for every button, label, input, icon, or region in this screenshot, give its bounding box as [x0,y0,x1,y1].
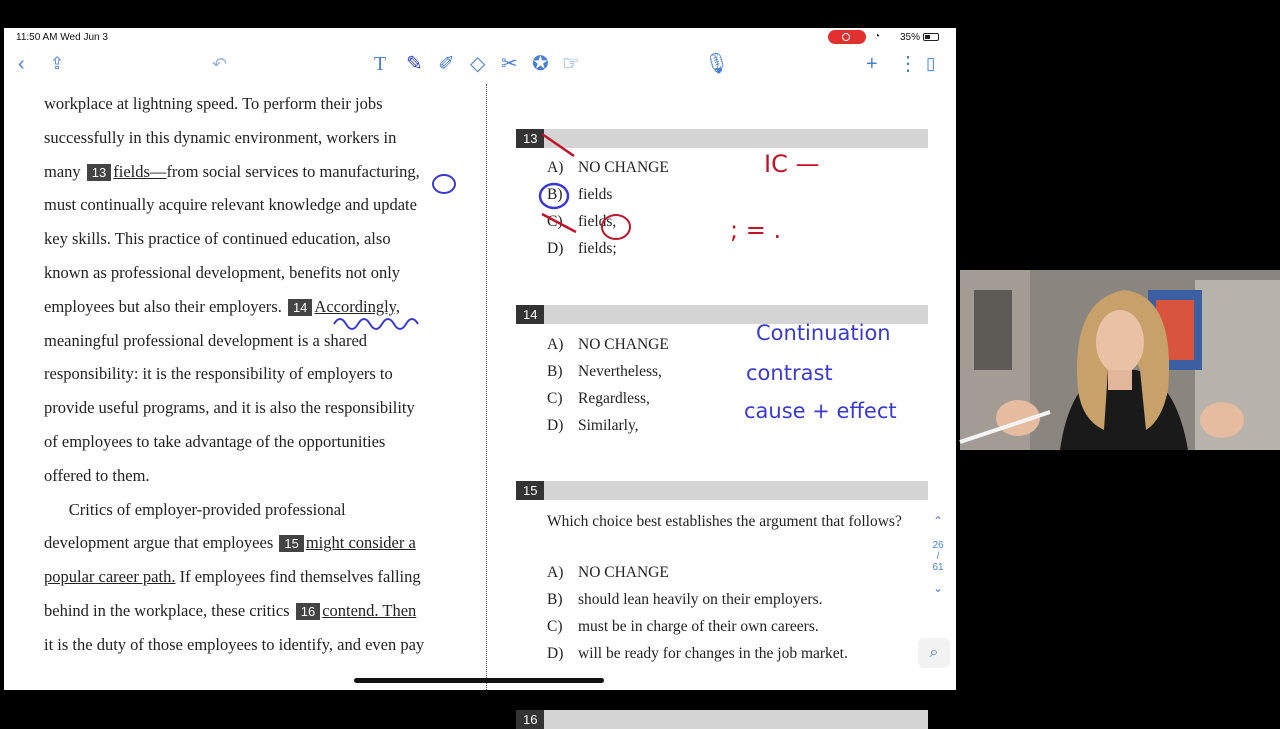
option-letter: A) [547,336,564,353]
question-number: 16 [516,710,544,729]
magnifier-icon: ⌕ [929,644,939,661]
option-text: Regardless, [578,390,650,407]
chevron-left-icon[interactable]: ‹ [18,53,25,75]
passage-line [44,601,416,621]
home-indicator[interactable] [354,678,604,683]
option-letter: D) [547,240,564,257]
option-letter: C) [547,213,563,230]
webcam-overlay [960,270,1280,450]
answer-option[interactable] [547,645,848,663]
page-indicator[interactable] [926,514,950,595]
passage-text: key skills. This practice of continued education, also [44,229,391,249]
handwriting-semicolon: ; = . [730,216,782,244]
chevron-up-icon[interactable]: ⌃ [932,514,944,528]
screen-recording-icon[interactable] [828,30,866,44]
answer-option[interactable] [547,240,617,258]
passage-line [44,635,424,655]
plus-icon[interactable]: + [866,53,878,75]
passage-line [44,466,150,486]
passage-column[interactable] [4,84,486,690]
eraser-icon[interactable]: ◇ [470,53,486,75]
handwriting-cause-effect: cause + effect [744,399,897,423]
passage-text: workplace at lightning speed. To perform their jobs [44,94,383,113]
passage-line [44,533,416,553]
more-icon[interactable]: ⋮ [898,53,918,75]
passage-text: meaningful professional development is a shared [44,330,368,350]
option-letter: D) [547,645,564,662]
answer-option[interactable] [547,186,612,204]
status-bar [4,28,956,46]
question-15-header [516,481,928,500]
passage-text: responsibility: it is the responsibility of employers to [44,364,393,384]
answer-option[interactable] [547,213,616,231]
question-marker: 16 [296,603,320,620]
passage-line [44,500,346,520]
pages-icon[interactable]: ▯ [926,54,936,73]
passage-text: it is the duty of those employees to identify, and even pay [44,634,425,654]
passage-text: known as professional development, benefits not only [44,263,401,282]
option-letter: A) [547,159,564,176]
option-text: NO CHANGE [578,336,669,353]
option-letter: C) [547,390,563,407]
option-text: will be ready for changes in the job market. [578,645,848,662]
zoom-button[interactable] [918,638,950,668]
question-15-prompt: Which choice best establishes the argument that follows? [547,513,902,530]
passage-line [44,195,417,215]
passage-line [44,94,383,114]
passage-line [44,162,420,182]
option-letter: C) [547,618,563,635]
underlined-phrase: might consider a [305,533,416,553]
microphone-icon[interactable]: 🎙 [704,53,730,75]
answer-option[interactable] [547,390,650,408]
answer-option[interactable] [547,417,639,435]
underlined-phrase: contend. Then [322,601,417,620]
passage-text: provide useful programs, and it is also the responsibility [44,398,415,418]
answer-option[interactable] [547,564,669,582]
question-13-header [516,129,928,148]
passage-line [44,263,400,283]
wifi-icon: ◔ [874,31,881,42]
pen-tool-icon[interactable]: ✎ [406,53,423,75]
answer-option[interactable] [547,336,669,354]
underlined-phrase: fields— [113,161,167,181]
page-separator: / [936,551,940,562]
question-number: 15 [516,481,544,500]
answer-option[interactable] [547,618,819,636]
undo-icon[interactable]: ↶ [212,54,228,74]
question-marker: 14 [288,299,312,316]
option-text: Nevertheless, [578,363,662,380]
passage-text: development argue that employees [44,533,278,553]
passage-line [44,364,393,384]
question-number: 13 [516,129,544,148]
option-letter: D) [547,417,564,434]
ipad-screen [4,28,956,727]
passage-text: Critics of employer-provided professional [44,499,346,519]
column-divider [486,84,487,690]
handwriting-contrast: contrast [746,361,833,385]
underlined-phrase: Accordingly, [314,296,400,316]
hand-icon[interactable]: ☞ [562,53,580,75]
passage-text: from social services to manufacturing, [166,161,420,181]
passage-text: If employees find themselves falling [175,567,421,587]
option-text: fields; [578,240,617,257]
handwriting-continuation: Continuation [756,321,891,345]
passage-line [44,567,421,587]
answer-option[interactable] [547,159,669,177]
option-text: fields, [578,213,617,230]
shapes-icon[interactable]: ✪ [532,53,549,75]
questions-column[interactable] [488,84,956,727]
answer-option[interactable] [547,591,823,609]
passage-text: of employees to take advantage of the opportunities [44,432,386,451]
question-16-header [516,710,928,729]
option-text: Similarly, [578,417,639,434]
page-total: 61 [932,562,944,573]
passage-text: must continually acquire relevant knowledge and update [44,195,417,215]
passage-line [44,297,400,317]
option-text: should lean heavily on their employers. [578,591,823,608]
chevron-down-icon[interactable]: ⌄ [932,581,944,595]
passage-text: employees but also their employers. [44,296,286,316]
passage-line [44,229,391,249]
lasso-icon[interactable]: ✂ [501,53,518,75]
option-text: fields [578,186,613,203]
option-letter: B) [547,363,563,380]
battery-percent: 35% [900,32,921,43]
option-text: NO CHANGE [578,159,669,176]
passage-text: offered to them. [44,465,150,485]
option-letter: A) [547,564,564,581]
status-time: 11:50 AM Wed Jun 3 [16,32,108,43]
question-14-header [516,305,928,324]
option-text: NO CHANGE [578,564,669,581]
passage-line [44,331,367,351]
share-icon[interactable]: ⇪ [50,54,65,73]
passage-line [44,432,385,452]
passage-line [44,398,415,418]
text-tool-icon[interactable]: T [374,53,387,75]
question-number: 14 [516,305,544,324]
passage-line [44,128,396,148]
answer-option[interactable] [547,363,662,381]
question-marker: 13 [87,164,111,181]
option-letter: B) [547,591,563,608]
battery-icon [923,33,939,41]
passage-text: behind in the workplace, these critics [44,601,294,620]
handwriting-ic: IC — [764,150,820,178]
passage-text: many [44,161,85,181]
passage-text: successfully in this dynamic environment, workers in [44,127,397,147]
option-letter: B) [547,186,563,203]
underlined-phrase: popular career path. [44,567,176,587]
presenter-video [960,270,1280,450]
highlighter-icon[interactable]: ✐ [438,53,455,75]
toolbar [4,48,956,82]
question-marker: 15 [279,535,303,552]
option-text: must be in charge of their own careers. [578,618,819,635]
page-current: 26 [932,540,944,551]
